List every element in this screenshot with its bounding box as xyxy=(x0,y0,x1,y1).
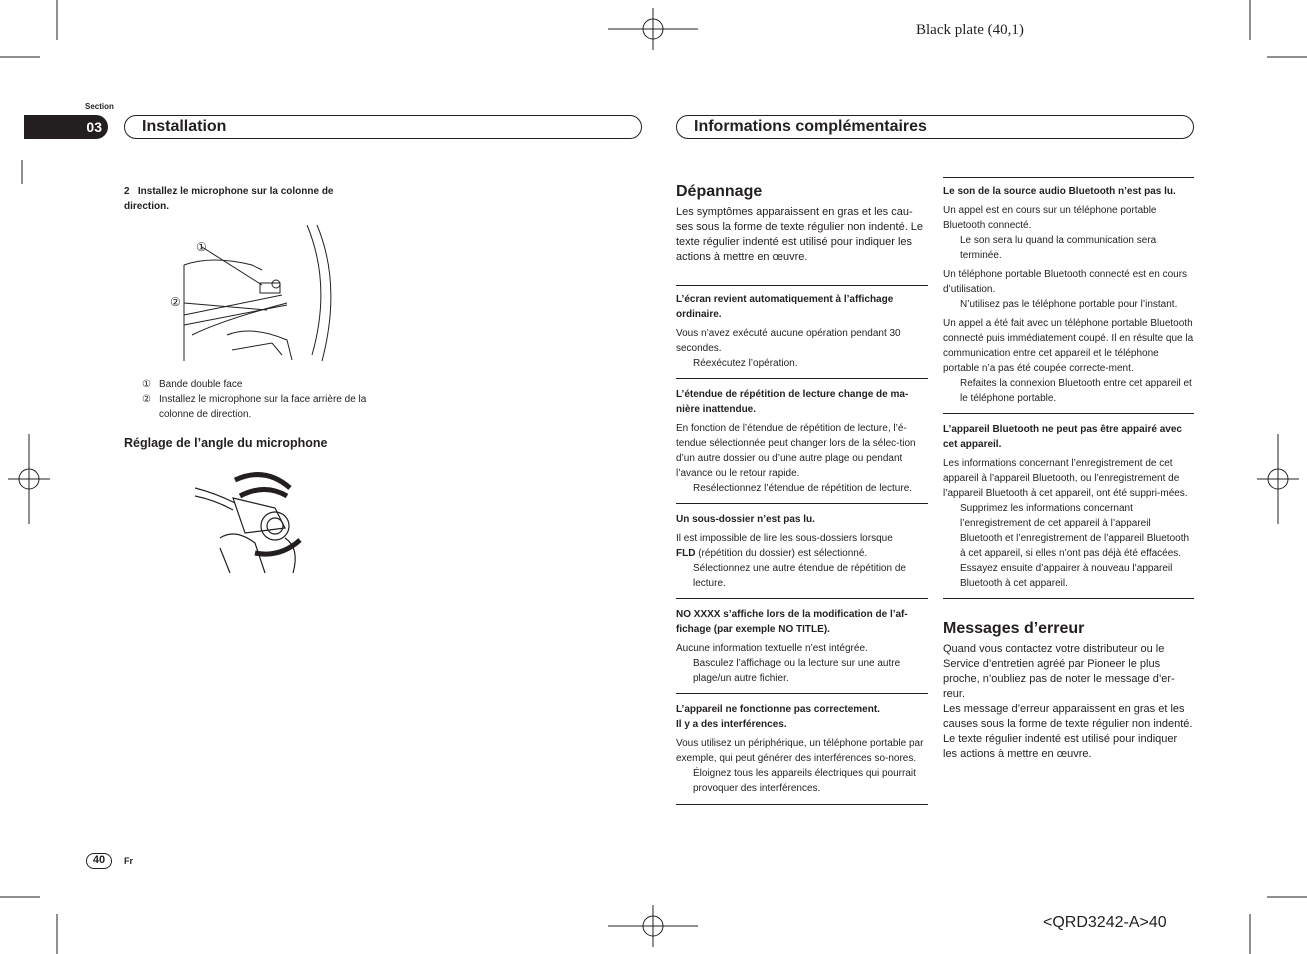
issue-block: L’appareil Bluetooth ne peut pas être appairé avec cet appareil. Les informations concernant l’enregistrement de cet appareil à l’appareil Bluetooth, ou l’enregistrement de l’appareil Bluetooth à cet appareil, ont été suppri-mées. Supprimez les informations concernant l’enregistrement de cet appareil à l’appareil Bluetooth et l’enregistrement de l’appareil Bluetooth à cet appareil, si elles n’ont pas déjà été effacées. Essayez ensuite d’appairer à nouveau l’appareil Bluetooth à cet appareil. xyxy=(943,413,1194,599)
document-code: <QRD3242-A>40 xyxy=(1043,914,1167,931)
legend-item: ② Installez le microphone sur la face arrière de la colonne de direction. xyxy=(142,394,367,420)
issue-block: Un sous-dossier n’est pas lu. Il est impossible de lire les sous-dossiers lorsque FLD (répétition du dossier) est sélectionné. Sélectionnez une autre étendue de répétition de lecture. xyxy=(676,503,928,591)
heading-messages-erreur: Messages d’erreur xyxy=(943,620,1085,637)
installation-column xyxy=(124,184,380,214)
page-number: 40 xyxy=(86,853,112,869)
errors-paragraph: Les message d’erreur apparaissent en gras et les causes sous la forme de texte régulier non indenté. Le texte régulier indenté est utilisé pour indiquer les actions à mettre en œuvre. xyxy=(943,703,1193,760)
callout-2: ② xyxy=(170,295,181,309)
troubleshooting-intro: Les symptômes apparaissent en gras et les cau-ses sous la forme de texte régulier non indenté. Le texte régulier indenté est utilisé pour indiquer les actions à mettre en œuvre. xyxy=(676,206,924,263)
troubleshooting-column xyxy=(676,184,928,805)
section-number: 03 xyxy=(24,115,108,139)
bluetooth-column xyxy=(943,177,1194,762)
page-title-installation: Installation xyxy=(124,115,642,139)
issue-block: L’étendue de répétition de lecture change de ma-nière inattendue. En fonction de l’étendue de répétition de lecture, l’é-tendue sélectionnée peut changer lors de la sélec-tion d’un autre dossier ou d’une autre plage ou pendant l’avance ou le retour rapide. Resélectionnez l’étendue de répétition de lecture. xyxy=(676,378,928,496)
subheading-mic-angle: Réglage de l’angle du microphone xyxy=(124,436,328,450)
language-code: Fr xyxy=(124,856,133,866)
issue-block: NO XXXX s’affiche lors de la modification de l’af-fichage (par exemple NO TITLE). Aucune information textuelle n’est intégrée. Basculez l’affichage ou la lecture sur une autre plage/un autre fichier. xyxy=(676,598,928,686)
step-heading: 2 Installez le microphone sur la colonne de direction. xyxy=(124,186,334,212)
section-label: Section xyxy=(85,102,114,111)
errors-paragraph: Quand vous contactez votre distributeur ou le Service d’entretien agréé par Pioneer le plus proche, n’oubliez pas de noter le message d’er-reur. xyxy=(943,643,1175,700)
callout-1: ① xyxy=(196,240,207,254)
microphone-angle-illustration xyxy=(195,468,315,578)
heading-depannage: Dépannage xyxy=(676,183,763,200)
plate-label: Black plate (40,1) xyxy=(916,22,1024,38)
issue-block: L’appareil ne fonctionne pas correctement. Il y a des interférences. Vous utilisez un périphérique, un téléphone portable par exemple, qui peut générer des interférences so-nores. Éloignez tous les appareils électriques qui pourrait provoquer des interférences. xyxy=(676,693,928,805)
issue-block: L’écran revient automatiquement à l’affichage ordinaire. Vous n’avez exécuté aucune opération pendant 30 secondes. Réexécutez l’opération. xyxy=(676,285,928,371)
issue-block: Le son de la source audio Bluetooth n’est pas lu. Un appel est en cours sur un téléphone portable Bluetooth connecté. Le son sera lu quand la communication sera terminée. Un téléphone portable Bluetooth connecté est en cours d’utilisation. N’utilisez pas le téléphone portable pour l’instant. Un appel a été fait avec un téléphone portable Bluetooth connecté puis immédiatement coupé. Il en résulte que la communication entre cet appareil et le téléphone portable n’a pas été coupée correcte-ment. Refaites la connexion Bluetooth entre cet appareil et le téléphone portable. xyxy=(943,177,1194,406)
figure-legend xyxy=(142,377,376,422)
page-title-informations: Informations complémentaires xyxy=(676,115,1194,139)
legend-item: ① Bande double face xyxy=(142,379,243,390)
